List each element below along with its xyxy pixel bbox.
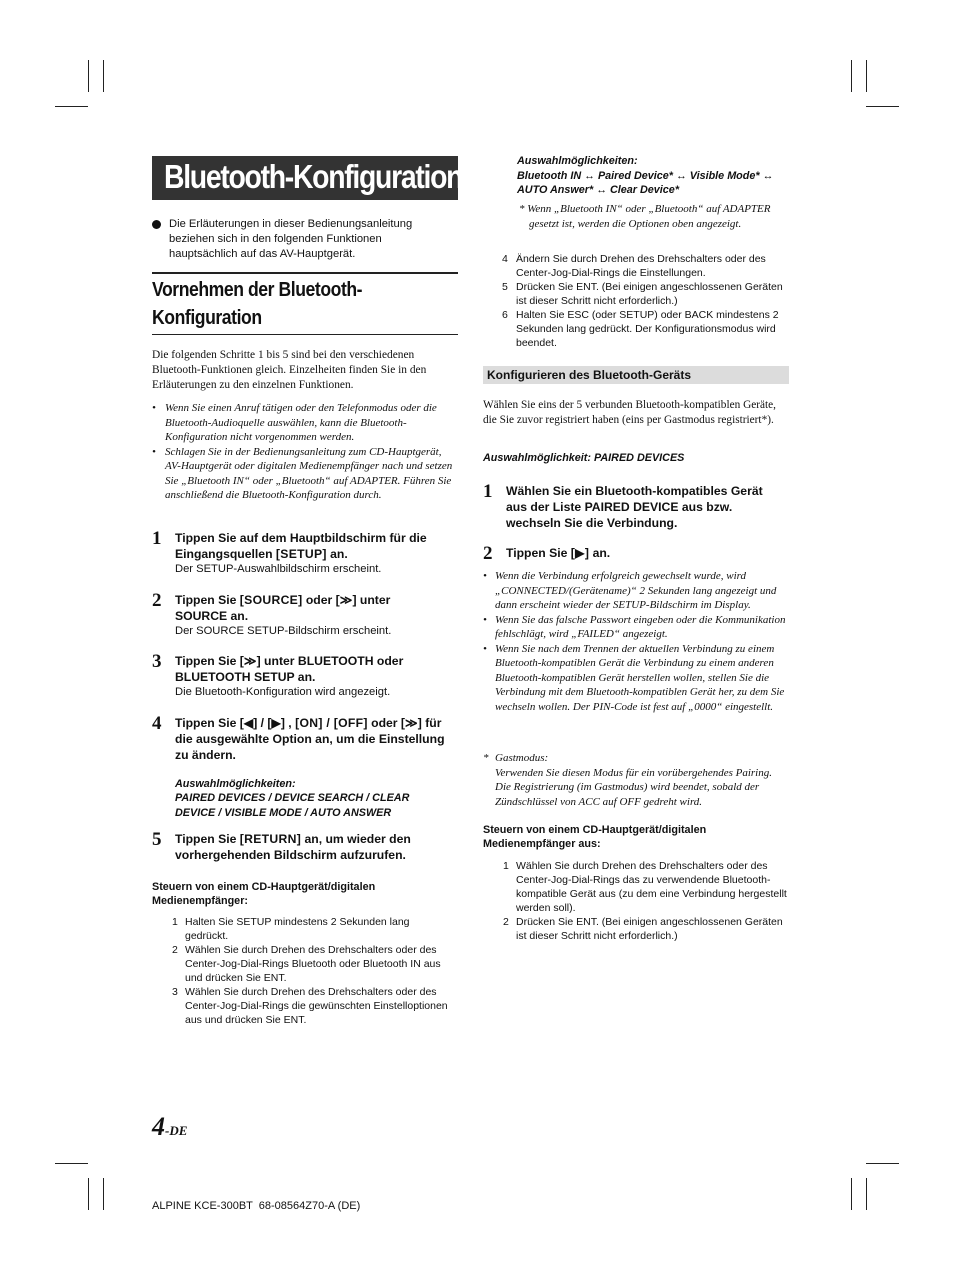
page-number <box>152 1112 187 1142</box>
page-title: Bluetooth-Konfiguration <box>164 158 463 195</box>
list-text: Drücken Sie ENT. (Bei einigen angeschlossenen Geräten ist dieser Schritt nicht erforderlich.) <box>516 281 783 307</box>
right-paragraph: Wählen Sie eins der 5 verbunden Bluetooth-kompatiblen Geräte, die Sie zuvor registriert haben (eins per Gastmodus registriert*). <box>483 399 777 426</box>
step-description: Die Bluetooth-Konfiguration wird angezeigt. <box>175 686 391 698</box>
right-step-1 <box>483 483 789 531</box>
right-options-note: * Wenn „Bluetooth IN“ oder „Bluetooth“ auf ADAPTER gesetzt ist, werden die Optionen oben angezeigt. <box>519 203 771 230</box>
list-text: Halten Sie ESC (oder SETUP) oder BACK mindestens 2 Sekunden lang gedrückt. Der Konfigurationsmodus wird beendet. <box>516 309 779 349</box>
crop-mark <box>88 60 89 92</box>
step-text: an, um wieder den vorhergehenden Bildschirm aufzurufen. <box>175 832 411 862</box>
note-text: Wenn Sie nach dem Trennen der aktuellen Verbindung zu einem Bluetooth-kompatiblen Gerät die Verbindung zu einem anderen Bluetooth-kompatiblen Gerät herstellen wollen, stellen Sie die Verbindung mit dem Bluetooth-kompatiblen Gerät her, zu dem Sie wechseln wollen. Der PIN-Code ist fest auf „0000“ eingestellt. <box>495 642 785 713</box>
crop-mark <box>851 1178 852 1210</box>
crop-mark <box>866 1163 899 1164</box>
step-description: Der SOURCE SETUP-Bildschirm erscheint. <box>175 625 392 637</box>
list-text: Wählen Sie durch Drehen des Drehschalters oder des Center-Jog-Dial-Rings Bluetooth oder Bluetooth IN aus und drücken Sie ENT. <box>185 944 441 984</box>
list-text: Ändern Sie durch Drehen des Drehschalters oder des Center-Jog-Dial-Rings die Einstellungen. <box>516 253 766 279</box>
step-3 <box>152 653 458 700</box>
right-notes: • Wenn die Verbindung erfolgreich gewechselt wurde, wird „CONNECTED/(Gerätename)“ 2 Sekunden lang angezeigt und dann erscheint wieder der SETUP-Bildschirm im Display. • Wenn Sie das falsche Passwort eingeben oder die Kommunikation fehlschlägt, wird „FAILED“ angezeigt. • Wenn Sie nach dem Trennen der aktuellen Verbindung zu einem Bluetooth-kompatiblen Gerät die Verbindung zu einem anderen Bluetooth-kompatiblen Gerät herstellen wollen, stellen Sie die Verbindung mit dem Bluetooth-kompatiblen Gerät her, zu dem Sie wechseln wollen. Der PIN-Code ist fest auf „0000“ eingestellt. <box>483 570 786 713</box>
step-text: Tippen Sie auf dem Hauptbildschirm für die Eingangsquellen <box>175 531 427 561</box>
step-text: Tippen Sie <box>175 832 240 846</box>
page-suffix: -DE <box>165 1123 188 1138</box>
step-text: Tippen Sie [◀] / [▶] , <box>175 716 296 730</box>
crop-mark <box>103 60 104 92</box>
section-rule-bottom <box>152 334 458 335</box>
list-number: 5 <box>502 281 508 293</box>
note-text: Wenn die Verbindung erfolgreich gewechselt wurde, wird „CONNECTED/(Gerätename)“ 2 Sekunden lang angezeigt und dann erscheint wieder der SETUP-Bildschirm im Display. <box>495 570 777 611</box>
on-off-button-label: [ON] / [OFF] <box>295 716 368 730</box>
step-text: Tippen Sie [≫] unter BLUETOOTH oder BLUETOOTH SETUP an. <box>175 654 404 684</box>
section-heading-line2: Konfiguration <box>152 307 262 329</box>
crop-mark <box>103 1178 104 1210</box>
note-text: Wenn Sie das falsche Passwort eingeben oder die Kommunikation fehlschlägt, wird „FAILED“ angezeigt. <box>495 613 786 640</box>
crop-mark <box>851 60 852 92</box>
step-text: oder [≫] für die ausgewählte Option an, um die Einstellung zu ändern. <box>175 716 445 762</box>
step-number: 4 <box>152 713 162 734</box>
step-text: Tippen Sie <box>506 546 571 560</box>
list-text: Drücken Sie ENT. (Bei einigen angeschlossenen Geräten ist dieser Schritt nicht erforderlich.) <box>516 916 783 942</box>
options-value: PAIRED DEVICES / DEVICE SEARCH / CLEAR DEVICE / VISIBLE MODE / AUTO ANSWER <box>175 792 410 819</box>
right-options-line1: Bluetooth IN ↔ Paired Device* ↔ Visible Mode* ↔ <box>517 170 774 182</box>
step-2 <box>152 592 458 639</box>
intro-bullet-dot <box>152 220 161 229</box>
right-cd-heading: Steuern von einem CD-Hauptgerät/digitalen Medienempfänger aus: <box>483 824 707 850</box>
list-number: 3 <box>172 986 178 998</box>
right-cd-steps <box>503 859 788 943</box>
list-text: Halten Sie SETUP mindestens 2 Sekunden lang gedrückt. <box>185 916 410 942</box>
cd-heading: Steuern von einem CD-Hauptgerät/digitalen Medienempfänger: <box>152 881 376 907</box>
list-number: 2 <box>503 916 509 928</box>
list-number: 1 <box>503 860 509 872</box>
step-text: an. <box>589 546 611 560</box>
step-text: an. <box>326 547 348 561</box>
note-text: Wenn Sie einen Anruf tätigen oder den Telefonmodus oder die Bluetooth-Audioquelle auswählen, kann die Bluetooth-Konfiguration nicht vorgenommen werden. <box>165 402 437 443</box>
next-button-label: [▶] <box>570 546 590 560</box>
list-number: 6 <box>502 309 508 321</box>
list-number: 1 <box>172 916 178 928</box>
intro-text: Die Erläuterungen in dieser Bedienungsanleitung beziehen sich in den folgenden Funktionen hauptsächlich auf das AV-Hauptgerät. <box>169 218 413 260</box>
step-number: 3 <box>152 651 162 672</box>
crop-mark <box>866 60 867 92</box>
section-heading-line1: Vornehmen der Bluetooth- <box>152 279 363 301</box>
right-section-heading: Konfigurieren des Bluetooth-Geräts <box>487 368 692 382</box>
cd-steps-list <box>172 915 452 1027</box>
note-text: Schlagen Sie in der Bedienungsanleitung zum CD-Hauptgerät, AV-Hauptgerät oder digitalen Medienempfänger nach und setzen Sie „Bluetooth IN“ oder „Bluetooth“ auf ADAPTER. Führen Sie anschließend die Bluetooth-Konfiguration durch. <box>165 445 453 501</box>
guest-label: Gastmodus: <box>495 752 549 764</box>
guest-text: Verwenden Sie diesen Modus für ein vorübergehendes Pairing. Die Registrierung (im Gastmodus) wird beendet, sobald der Zündschlüssel von ACC auf OFF gedreht wird. <box>495 766 772 808</box>
step-5 <box>152 831 458 863</box>
section-paragraph: Die folgenden Schritte 1 bis 5 sind bei den verschiedenen Bluetooth-Funktionen gleich. Einzelheiten finden Sie in den Erläuterungen zu den einzelnen Funktionen. <box>152 349 427 391</box>
list-number: 4 <box>502 253 508 265</box>
step-text: Wählen Sie ein Bluetooth-kompatibles Gerät aus der Liste PAIRED DEVICE aus bzw. wechseln Sie die Verbindung. <box>506 484 763 530</box>
options-label: Auswahlmöglichkeiten: <box>175 778 296 790</box>
step-number: 2 <box>152 590 162 611</box>
page-title-box <box>152 156 463 200</box>
setup-button-label: [SETUP] <box>275 547 327 561</box>
crop-mark <box>55 106 88 107</box>
list-text: Wählen Sie durch Drehen des Drehschalters oder des Center-Jog-Dial-Rings das zu verwendende Bluetooth-kompatible Gerät aus (zu dem eine Verbindung hergestellt werden soll). <box>516 860 787 914</box>
crop-mark <box>88 1178 89 1210</box>
section-rule-top <box>152 272 458 274</box>
page-number-value: 4 <box>152 1112 165 1141</box>
step-4 <box>152 715 458 821</box>
right-options-line2: AUTO Answer* ↔ Clear Device* <box>517 184 680 196</box>
note-item: • Wenn Sie einen Anruf tätigen oder den Telefonmodus oder die Bluetooth-Audioquelle auswählen, kann die Bluetooth-Konfiguration nicht vorgenommen werden. • Schlagen Sie in der Bedienungsanleitung zum CD-Hauptgerät, AV-Hauptgerät oder digitalen Medienempfänger nach und setzen Sie „Bluetooth IN“ oder „Bluetooth“ auf ADAPTER. Führen Sie anschließend die Bluetooth-Konfiguration durch. <box>152 402 453 501</box>
step-text: Tippen Sie <box>175 593 240 607</box>
return-button-label: [RETURN] <box>239 832 302 846</box>
step-number: 5 <box>152 829 162 850</box>
right-option-label: Auswahlmöglichkeit: PAIRED DEVICES <box>483 452 685 464</box>
guest-note: * Gastmodus: Verwenden Sie diesen Modus für ein vorübergehendes Pairing. Die Registrierung (im Gastmodus) wird beendet, sobald der Zündschlüssel von ACC auf OFF gedreht wird. <box>483 751 783 809</box>
step-description: Der SETUP-Auswahlbildschirm erscheint. <box>175 563 382 575</box>
right-cont-steps <box>502 252 792 350</box>
list-text: Wählen Sie durch Drehen des Drehschalters oder des Center-Jog-Dial-Rings die gewünschten Einstelloptionen aus und drücken Sie ENT. <box>185 986 448 1026</box>
crop-mark <box>55 1163 88 1164</box>
list-number: 2 <box>172 944 178 956</box>
step-number: 1 <box>483 481 493 502</box>
right-step-2 <box>483 543 789 564</box>
step-text: oder [≫] unter SOURCE an. <box>175 593 391 623</box>
crop-mark <box>866 106 899 107</box>
step-1 <box>152 530 458 577</box>
source-button-label: [SOURCE] <box>239 593 303 607</box>
footer-text: ALPINE KCE-300BT 68-08564Z70-A (DE) <box>152 1200 361 1212</box>
step-number: 1 <box>152 528 162 549</box>
step-number: 2 <box>483 543 493 564</box>
crop-mark <box>866 1178 867 1210</box>
right-options-label: Auswahlmöglichkeiten: <box>517 155 638 167</box>
